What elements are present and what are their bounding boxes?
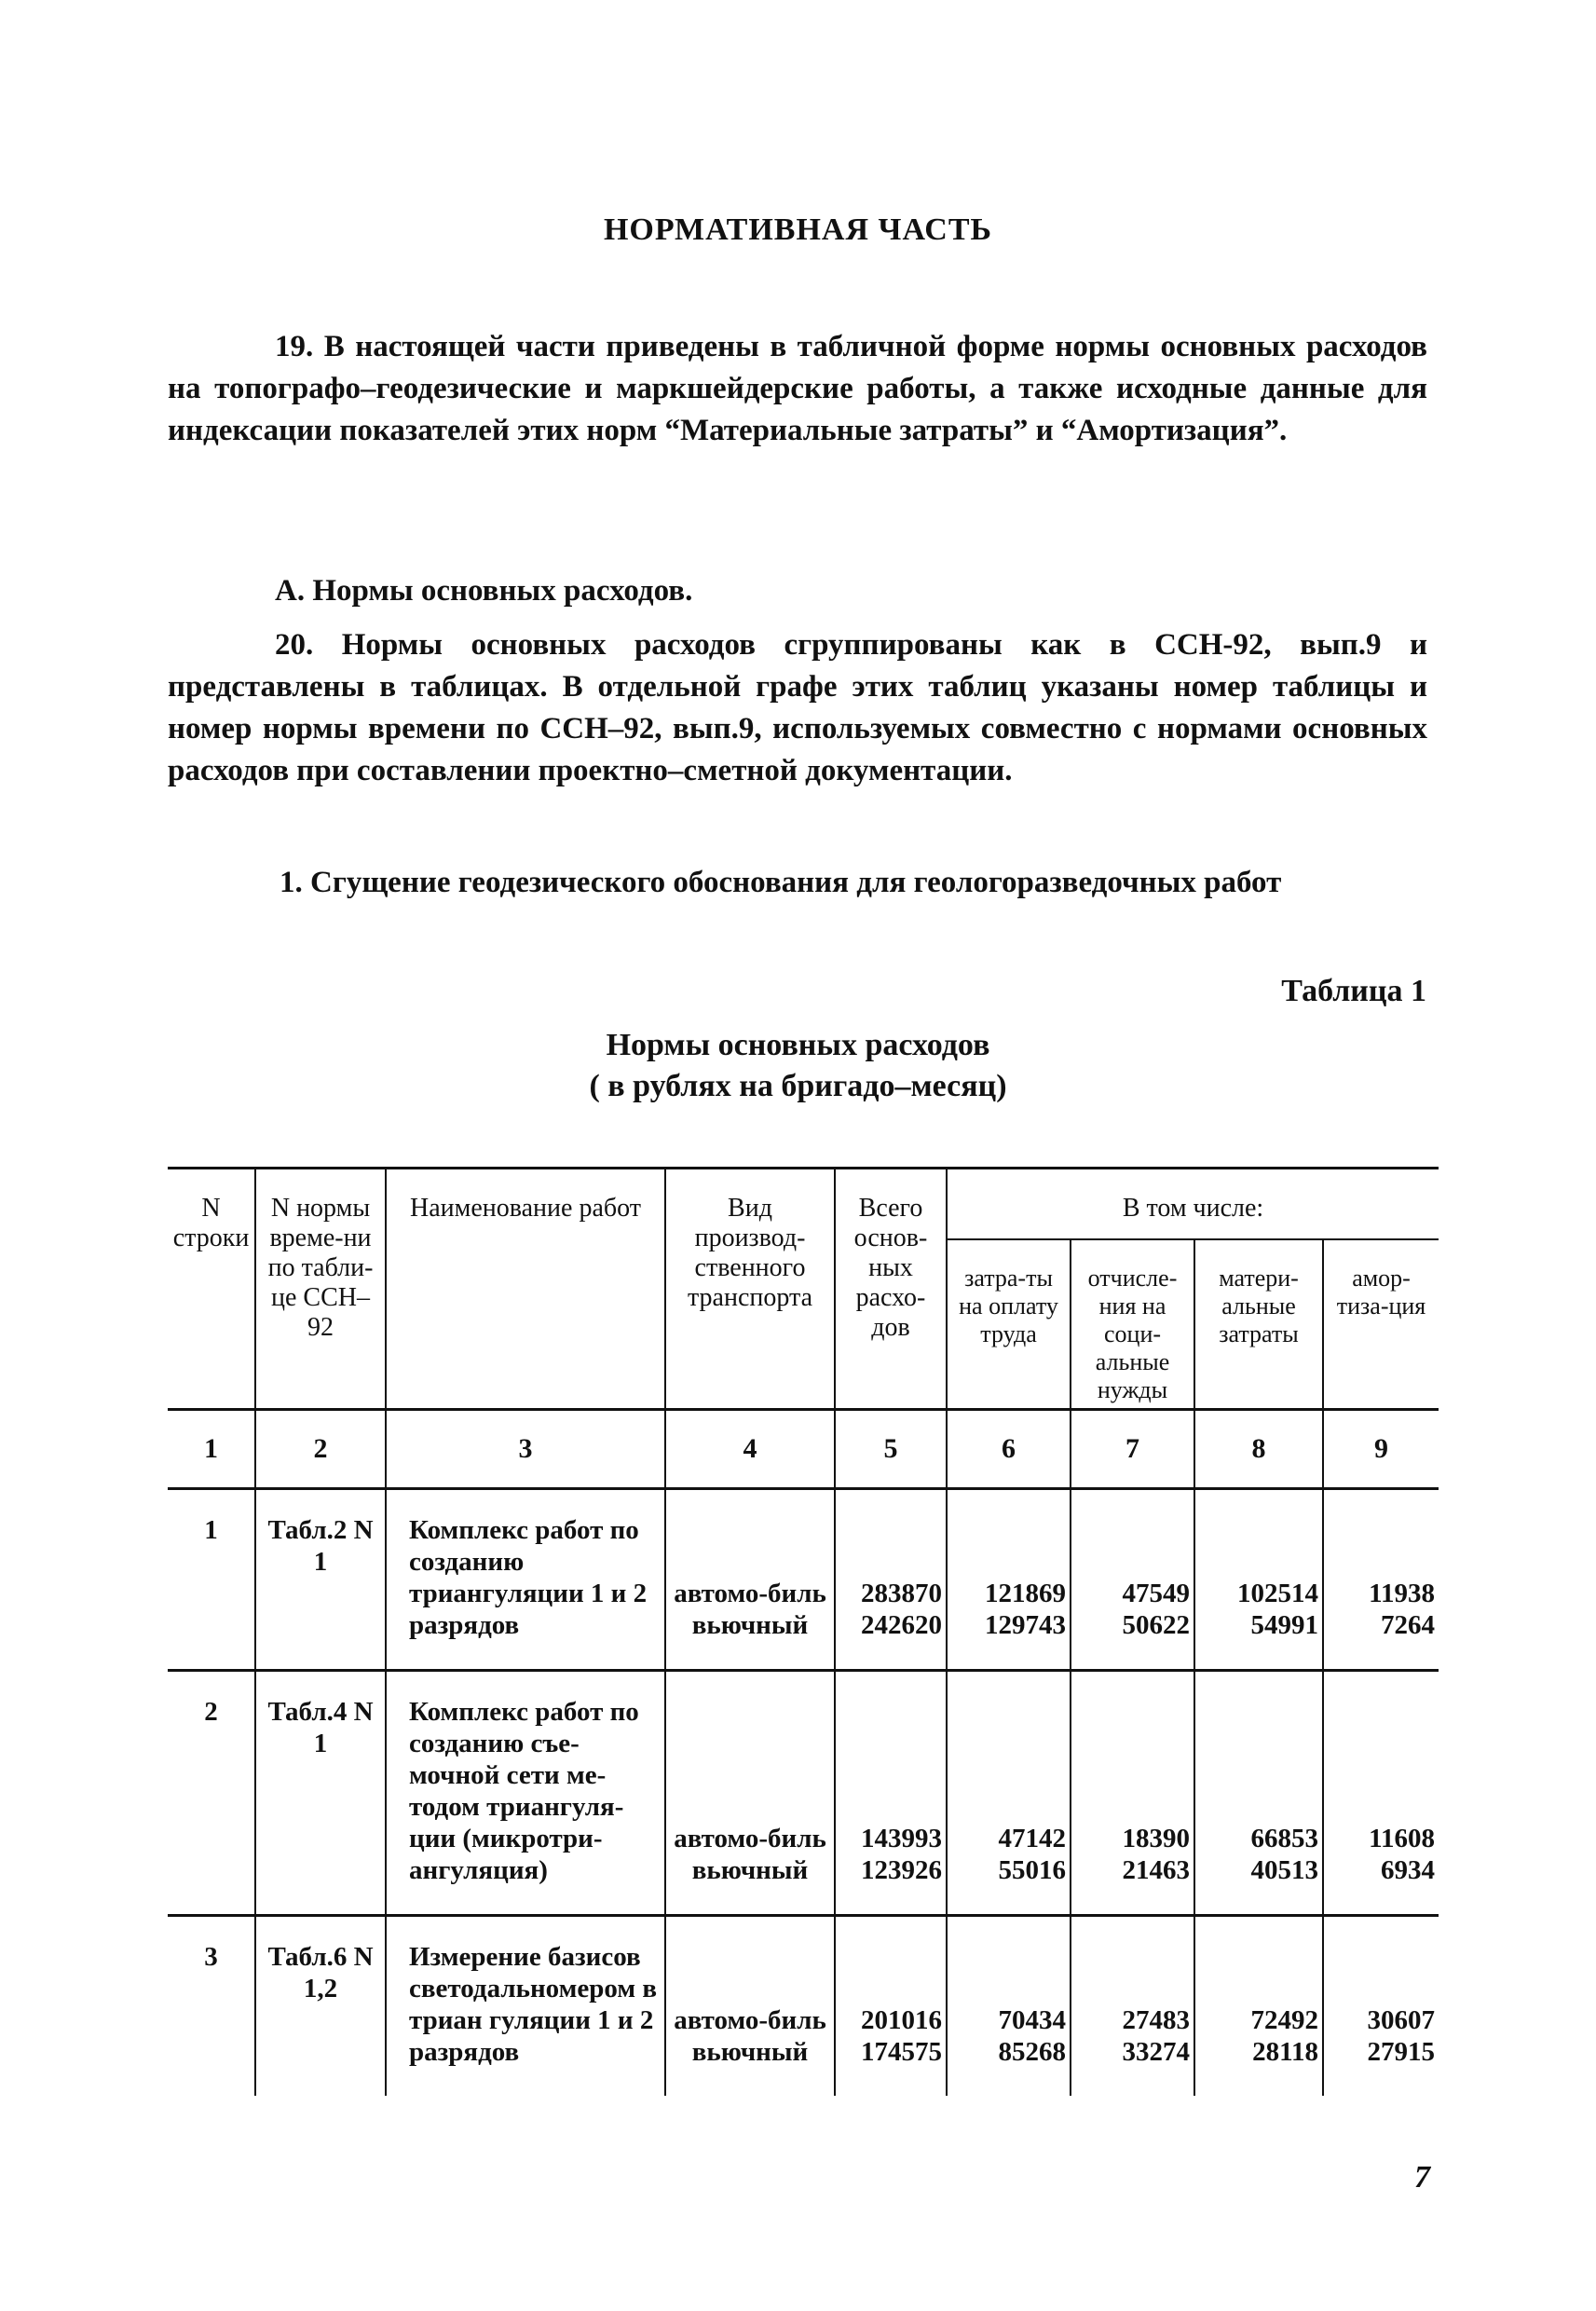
value: 50622 — [1122, 1610, 1190, 1640]
labor-cell — [947, 1489, 1071, 1671]
norm-ref: Табл.2 N 1 — [255, 1489, 386, 1671]
table-row — [168, 1671, 1439, 1916]
value: 66853 — [1250, 1824, 1318, 1853]
value: 40513 — [1250, 1855, 1318, 1885]
table-title: Нормы основных расходов — [606, 1028, 990, 1062]
social-cell — [1071, 1916, 1194, 2097]
paragraph-20 — [168, 624, 1427, 792]
value: 27915 — [1367, 2037, 1436, 2067]
work-name: Комплекс работ по созданию триангуляции 1 и 2 разрядов — [386, 1489, 665, 1671]
header-transport: Вид производ-ственного транспорта — [665, 1169, 835, 1410]
paragraph-20-text: 20. Нормы основных расходов сгруппированы как в ССН-92, вып.9 и представлены в таблицах. В отдельной графе этих таблиц указаны номер таблицы и номер нормы времени по ССН–92, вып.9, используемых совместно с нормами основных расходов при составлении проектно–сметной документации. — [168, 628, 1427, 787]
material-cell — [1194, 1916, 1323, 2097]
table-label: Таблица 1 — [1281, 974, 1426, 1008]
row-number: 2 — [168, 1671, 255, 1916]
norm-ref: Табл.6 N 1,2 — [255, 1916, 386, 2097]
value: 70434 — [998, 2005, 1066, 2035]
amort-cell — [1323, 1671, 1439, 1916]
table-row — [168, 1489, 1439, 1671]
column-number: 2 — [255, 1410, 386, 1489]
header-work-name: Наименование работ — [386, 1169, 665, 1410]
labor-cell — [947, 1916, 1071, 2097]
value: 47549 — [1122, 1579, 1190, 1608]
value: 72492 — [1250, 2005, 1318, 2035]
material-cell — [1194, 1671, 1323, 1916]
subsection-1-title: 1. Сгущение геодезического обоснования для геологоразведочных работ — [280, 866, 1282, 899]
value: 123926 — [861, 1855, 942, 1885]
value: 55016 — [998, 1855, 1066, 1885]
section-a-title: А. Нормы основных расходов. — [275, 574, 693, 608]
value: 6934 — [1381, 1855, 1436, 1885]
header-total: Всего основ-ных расхо-дов — [835, 1169, 947, 1410]
transport — [665, 1916, 835, 2097]
column-number: 8 — [1194, 1410, 1323, 1489]
column-number: 1 — [168, 1410, 255, 1489]
value: 242620 — [861, 1610, 942, 1640]
norm-ref: Табл.4 N 1 — [255, 1671, 386, 1916]
transport-line: автомо-биль — [674, 1824, 826, 1853]
column-number: 5 — [835, 1410, 947, 1489]
value: 28118 — [1252, 2037, 1318, 2067]
value: 121869 — [985, 1579, 1066, 1608]
row-number: 3 — [168, 1916, 255, 2097]
transport — [665, 1489, 835, 1671]
transport-line: вьючный — [691, 1610, 809, 1640]
row-number: 1 — [168, 1489, 255, 1671]
material-cell — [1194, 1489, 1323, 1671]
page-heading: НОРМАТИВНАЯ ЧАСТЬ — [603, 212, 993, 247]
transport — [665, 1671, 835, 1916]
transport-line: вьючный — [691, 2037, 809, 2067]
paragraph-19 — [168, 326, 1427, 452]
paragraph-19-text: 19. В настоящей части приведены в табличной форме нормы основных расходов на топографо–геодезические и маркшейдерские работы, а также исходные данные для индексации показателей этих норм “Материальные затраты” и “Амортизация”. — [168, 330, 1427, 447]
header-including-group: В том числе: — [947, 1169, 1439, 1240]
total-cell — [835, 1489, 947, 1671]
amort-cell — [1323, 1916, 1439, 2097]
column-number: 9 — [1323, 1410, 1439, 1489]
column-number: 3 — [386, 1410, 665, 1489]
page-number: 7 — [1414, 2160, 1430, 2195]
header-labor-costs: затра-ты на оплату труда — [947, 1239, 1071, 1410]
value: 85268 — [998, 2037, 1066, 2067]
value: 11938 — [1369, 1579, 1436, 1608]
column-numbers-row — [168, 1410, 1439, 1489]
value: 283870 — [861, 1579, 942, 1608]
value: 129743 — [985, 1610, 1066, 1640]
norms-table — [168, 1167, 1439, 2096]
header-social-contributions: отчисле-ния на соци-альные нужды — [1071, 1239, 1194, 1410]
labor-cell — [947, 1671, 1071, 1916]
header-row-number: N строки — [168, 1169, 255, 1410]
value: 30607 — [1367, 2005, 1436, 2035]
total-cell — [835, 1671, 947, 1916]
amort-cell — [1323, 1489, 1439, 1671]
value: 143993 — [861, 1824, 942, 1853]
value: 201016 — [861, 2005, 942, 2035]
social-cell — [1071, 1489, 1194, 1671]
work-name: Комплекс работ по созданию съе-мочной сети ме-тодом триангуля-ции (микротри-ангуляция) — [386, 1671, 665, 1916]
header-material-costs: матери-альные затраты — [1194, 1239, 1323, 1410]
value: 54991 — [1250, 1610, 1318, 1640]
value: 27483 — [1122, 2005, 1190, 2035]
value: 18390 — [1122, 1824, 1190, 1853]
value: 11608 — [1369, 1824, 1436, 1853]
value: 47142 — [998, 1824, 1066, 1853]
value: 7264 — [1381, 1610, 1436, 1640]
work-name: Измерение базисов светодальномером в триан гуляции 1 и 2 разрядов — [386, 1916, 665, 2097]
table-row — [168, 1916, 1439, 2097]
value: 33274 — [1122, 2037, 1190, 2067]
table-subtitle: ( в рублях на бригадо–месяц) — [589, 1069, 1007, 1103]
column-number: 6 — [947, 1410, 1071, 1489]
header-amortization: амор-тиза-ция — [1323, 1239, 1439, 1410]
transport-line: автомо-биль — [674, 1579, 826, 1608]
social-cell — [1071, 1671, 1194, 1916]
value: 21463 — [1122, 1855, 1190, 1885]
column-number: 4 — [665, 1410, 835, 1489]
transport-line: вьючный — [691, 1855, 809, 1885]
value: 174575 — [861, 2037, 942, 2067]
header-norm-ref: N нормы време-ни по табли-це ССН–92 — [255, 1169, 386, 1410]
value: 102514 — [1237, 1579, 1318, 1608]
total-cell — [835, 1916, 947, 2097]
column-number: 7 — [1071, 1410, 1194, 1489]
transport-line: автомо-биль — [674, 2005, 826, 2035]
table-caption — [0, 1025, 1596, 1107]
